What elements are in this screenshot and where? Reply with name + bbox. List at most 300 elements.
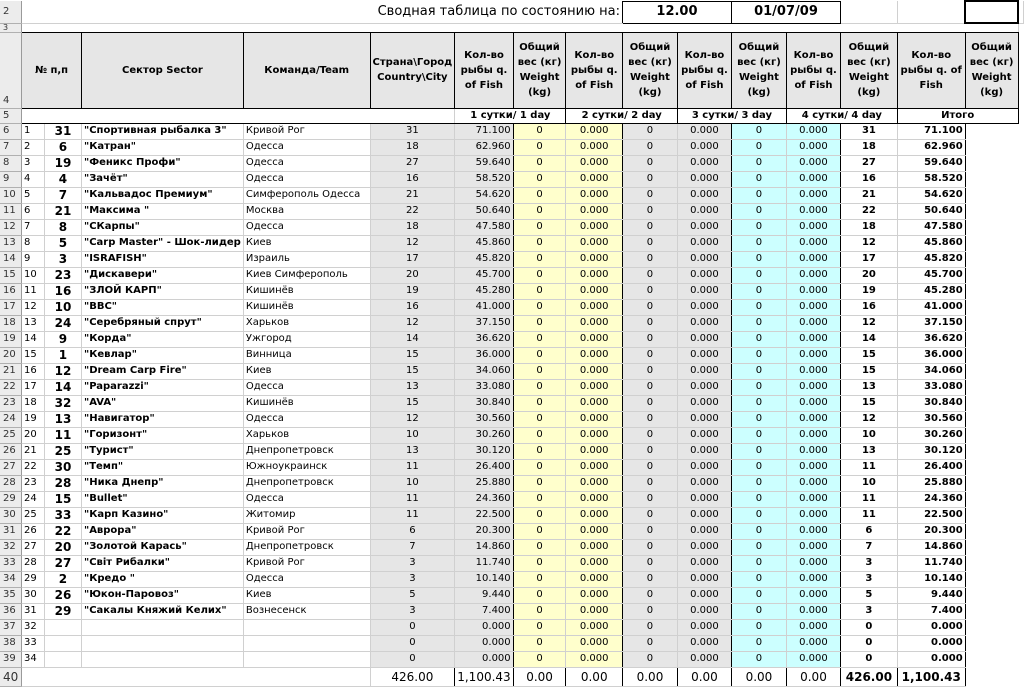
qty-day3-cell[interactable]: 0 <box>623 267 678 283</box>
weight-day4-cell[interactable]: 0.000 <box>786 475 840 491</box>
qty-day4-cell[interactable]: 0 <box>731 539 786 555</box>
qty-day1-cell[interactable]: 17 <box>370 251 455 267</box>
weight-day2-cell[interactable]: 0.000 <box>566 539 623 555</box>
qty-day4-cell[interactable]: 0 <box>731 459 786 475</box>
qty-day4-cell[interactable]: 0 <box>731 219 786 235</box>
qty-day1-cell[interactable]: 10 <box>370 427 455 443</box>
weight-total-cell[interactable]: 58.520 <box>897 171 965 187</box>
row-header[interactable]: 10 <box>0 187 22 203</box>
qty-total-cell[interactable]: 7 <box>841 539 898 555</box>
qty-day2-cell[interactable]: 0 <box>513 251 566 267</box>
qty-day3-cell[interactable]: 0 <box>623 651 678 667</box>
qty-total-cell[interactable]: 17 <box>841 251 898 267</box>
qty-day4-cell[interactable]: 0 <box>731 299 786 315</box>
row-header[interactable]: 23 <box>0 395 22 411</box>
row-header[interactable]: 31 <box>0 523 22 539</box>
qty-day2-cell[interactable]: 0 <box>513 283 566 299</box>
row-header[interactable]: 17 <box>0 299 22 315</box>
weight-total-cell[interactable]: 36.000 <box>897 347 965 363</box>
qty-day1-cell[interactable]: 12 <box>370 235 455 251</box>
qty-day4-cell[interactable]: 0 <box>731 651 786 667</box>
qty-total-cell[interactable]: 10 <box>841 427 898 443</box>
sector-cell[interactable]: 4 <box>44 171 81 187</box>
weight-day3-cell[interactable]: 0.000 <box>677 635 731 651</box>
team-cell[interactable]: "Горизонт" <box>81 427 243 443</box>
weight-day4-cell[interactable]: 0.000 <box>786 411 840 427</box>
weight-day3-cell[interactable]: 0.000 <box>677 571 731 587</box>
sector-cell[interactable]: 27 <box>44 555 81 571</box>
team-cell[interactable]: "Турист" <box>81 443 243 459</box>
sector-cell[interactable]: 26 <box>44 587 81 603</box>
city-cell[interactable]: Кишинёв <box>243 395 370 411</box>
qty-total-cell[interactable]: 18 <box>841 139 898 155</box>
qty-day4-cell[interactable]: 0 <box>731 523 786 539</box>
city-cell[interactable]: Кривой Рог <box>243 555 370 571</box>
team-cell[interactable]: "Dream Carp Fire" <box>81 363 243 379</box>
qty-day2-cell[interactable]: 0 <box>513 219 566 235</box>
sector-cell[interactable]: 24 <box>44 315 81 331</box>
qty-total-cell[interactable]: 14 <box>841 331 898 347</box>
weight-day3-cell[interactable]: 0.000 <box>677 443 731 459</box>
row-num-cell[interactable]: 26 <box>22 523 45 539</box>
team-cell[interactable] <box>81 651 243 667</box>
row-header[interactable]: 36 <box>0 603 22 619</box>
row-num-cell[interactable]: 9 <box>22 251 45 267</box>
sector-cell[interactable]: 14 <box>44 379 81 395</box>
qty-day2-cell[interactable]: 0 <box>513 587 566 603</box>
weight-total-cell[interactable]: 45.860 <box>897 235 965 251</box>
total-w3-cell[interactable]: 0.00 <box>677 667 731 686</box>
row-num-cell[interactable]: 5 <box>22 187 45 203</box>
qty-total-cell[interactable]: 0 <box>841 635 898 651</box>
weight-day3-cell[interactable]: 0.000 <box>677 283 731 299</box>
qty-day4-cell[interactable]: 0 <box>731 603 786 619</box>
weight-day2-cell[interactable]: 0.000 <box>566 299 623 315</box>
sector-cell[interactable]: 12 <box>44 363 81 379</box>
weight-day4-cell[interactable]: 0.000 <box>786 299 840 315</box>
city-cell[interactable]: Днепропетровск <box>243 539 370 555</box>
qty-day3-cell[interactable]: 0 <box>623 411 678 427</box>
team-cell[interactable]: "Кредо " <box>81 571 243 587</box>
qty-day1-cell[interactable]: 19 <box>370 283 455 299</box>
row-num-cell[interactable]: 8 <box>22 235 45 251</box>
qty-day3-cell[interactable]: 0 <box>623 523 678 539</box>
row-header[interactable]: 38 <box>0 635 22 651</box>
qty-day2-cell[interactable]: 0 <box>513 203 566 219</box>
weight-day3-cell[interactable]: 0.000 <box>677 347 731 363</box>
qty-day4-cell[interactable]: 0 <box>731 315 786 331</box>
city-cell[interactable]: Кривой Рог <box>243 123 370 139</box>
sector-cell[interactable]: 3 <box>44 251 81 267</box>
qty-day3-cell[interactable]: 0 <box>623 187 678 203</box>
row-num-cell[interactable]: 22 <box>22 459 45 475</box>
weight-day1-cell[interactable]: 36.620 <box>455 331 513 347</box>
qty-day3-cell[interactable]: 0 <box>623 299 678 315</box>
weight-total-cell[interactable]: 10.140 <box>897 571 965 587</box>
weight-day1-cell[interactable]: 9.440 <box>455 587 513 603</box>
weight-day2-cell[interactable]: 0.000 <box>566 251 623 267</box>
weight-day2-cell[interactable]: 0.000 <box>566 379 623 395</box>
row-num-cell[interactable]: 27 <box>22 539 45 555</box>
qty-day3-cell[interactable]: 0 <box>623 251 678 267</box>
qty-day3-cell[interactable]: 0 <box>623 203 678 219</box>
qty-day4-cell[interactable]: 0 <box>731 587 786 603</box>
row-num-cell[interactable]: 11 <box>22 283 45 299</box>
team-cell[interactable]: "Навигатор" <box>81 411 243 427</box>
sector-cell[interactable]: 15 <box>44 491 81 507</box>
weight-day3-cell[interactable]: 0.000 <box>677 507 731 523</box>
team-cell[interactable]: "Карп Казино" <box>81 507 243 523</box>
selected-cell[interactable] <box>965 1 1018 23</box>
sector-cell[interactable]: 20 <box>44 539 81 555</box>
qty-day4-cell[interactable]: 0 <box>731 283 786 299</box>
total-q2-cell[interactable]: 0.00 <box>513 667 566 686</box>
team-cell[interactable]: "Феникс Профи" <box>81 155 243 171</box>
qty-day4-cell[interactable]: 0 <box>731 491 786 507</box>
weight-day4-cell[interactable]: 0.000 <box>786 203 840 219</box>
team-cell[interactable]: "ISRAFISH" <box>81 251 243 267</box>
weight-total-cell[interactable]: 26.400 <box>897 459 965 475</box>
row-header[interactable]: 5 <box>0 108 22 123</box>
row-header[interactable]: 30 <box>0 507 22 523</box>
weight-total-cell[interactable]: 36.620 <box>897 331 965 347</box>
qty-day2-cell[interactable]: 0 <box>513 235 566 251</box>
weight-day1-cell[interactable]: 45.820 <box>455 251 513 267</box>
weight-day2-cell[interactable]: 0.000 <box>566 427 623 443</box>
qty-day2-cell[interactable]: 0 <box>513 619 566 635</box>
qty-day1-cell[interactable]: 15 <box>370 347 455 363</box>
qty-day2-cell[interactable]: 0 <box>513 363 566 379</box>
qty-day3-cell[interactable]: 0 <box>623 555 678 571</box>
weight-day3-cell[interactable]: 0.000 <box>677 331 731 347</box>
weight-day4-cell[interactable]: 0.000 <box>786 507 840 523</box>
row-num-cell[interactable]: 1 <box>22 123 45 139</box>
city-cell[interactable]: Одесса <box>243 491 370 507</box>
weight-total-cell[interactable]: 30.560 <box>897 411 965 427</box>
weight-day2-cell[interactable]: 0.000 <box>566 283 623 299</box>
team-cell[interactable]: "Paparazzi" <box>81 379 243 395</box>
weight-day2-cell[interactable]: 0.000 <box>566 411 623 427</box>
weight-day4-cell[interactable]: 0.000 <box>786 571 840 587</box>
city-cell[interactable]: Житомир <box>243 507 370 523</box>
row-num-cell[interactable]: 10 <box>22 267 45 283</box>
qty-day4-cell[interactable]: 0 <box>731 363 786 379</box>
city-cell[interactable]: Киев <box>243 235 370 251</box>
row-header[interactable]: 34 <box>0 571 22 587</box>
weight-total-cell[interactable]: 24.360 <box>897 491 965 507</box>
weight-day3-cell[interactable]: 0.000 <box>677 203 731 219</box>
total-tw-cell[interactable]: 1,100.43 <box>897 667 965 686</box>
team-cell[interactable]: "Катран" <box>81 139 243 155</box>
row-header[interactable]: 2 <box>0 1 22 23</box>
weight-total-cell[interactable]: 45.280 <box>897 283 965 299</box>
qty-total-cell[interactable]: 13 <box>841 379 898 395</box>
qty-total-cell[interactable]: 27 <box>841 155 898 171</box>
weight-day2-cell[interactable]: 0.000 <box>566 555 623 571</box>
weight-day3-cell[interactable]: 0.000 <box>677 523 731 539</box>
weight-day2-cell[interactable]: 0.000 <box>566 475 623 491</box>
qty-day2-cell[interactable]: 0 <box>513 139 566 155</box>
sector-cell[interactable]: 21 <box>44 203 81 219</box>
city-cell[interactable]: Ужгород <box>243 331 370 347</box>
row-header[interactable]: 33 <box>0 555 22 571</box>
weight-total-cell[interactable]: 14.860 <box>897 539 965 555</box>
row-num-cell[interactable]: 23 <box>22 475 45 491</box>
team-cell[interactable]: "Максима " <box>81 203 243 219</box>
row-header[interactable]: 9 <box>0 171 22 187</box>
weight-total-cell[interactable]: 59.640 <box>897 155 965 171</box>
qty-day4-cell[interactable]: 0 <box>731 427 786 443</box>
weight-day4-cell[interactable]: 0.000 <box>786 603 840 619</box>
row-num-cell[interactable]: 19 <box>22 411 45 427</box>
qty-day4-cell[interactable]: 0 <box>731 507 786 523</box>
weight-day4-cell[interactable]: 0.000 <box>786 219 840 235</box>
weight-total-cell[interactable]: 47.580 <box>897 219 965 235</box>
weight-day2-cell[interactable]: 0.000 <box>566 171 623 187</box>
qty-total-cell[interactable]: 16 <box>841 299 898 315</box>
weight-day4-cell[interactable]: 0.000 <box>786 619 840 635</box>
row-num-cell[interactable]: 29 <box>22 571 45 587</box>
weight-day3-cell[interactable]: 0.000 <box>677 123 731 139</box>
weight-day2-cell[interactable]: 0.000 <box>566 139 623 155</box>
weight-day1-cell[interactable]: 47.580 <box>455 219 513 235</box>
weight-total-cell[interactable]: 71.100 <box>897 123 965 139</box>
row-num-cell[interactable]: 17 <box>22 379 45 395</box>
weight-day3-cell[interactable]: 0.000 <box>677 475 731 491</box>
weight-day4-cell[interactable]: 0.000 <box>786 635 840 651</box>
weight-day3-cell[interactable]: 0.000 <box>677 427 731 443</box>
team-cell[interactable]: "СКарпы" <box>81 219 243 235</box>
weight-day3-cell[interactable]: 0.000 <box>677 139 731 155</box>
total-q3-cell[interactable]: 0.00 <box>623 667 678 686</box>
qty-day3-cell[interactable]: 0 <box>623 331 678 347</box>
weight-day3-cell[interactable]: 0.000 <box>677 459 731 475</box>
qty-total-cell[interactable]: 11 <box>841 507 898 523</box>
weight-total-cell[interactable]: 7.400 <box>897 603 965 619</box>
weight-day4-cell[interactable]: 0.000 <box>786 139 840 155</box>
weight-day2-cell[interactable]: 0.000 <box>566 491 623 507</box>
qty-total-cell[interactable]: 6 <box>841 523 898 539</box>
qty-day2-cell[interactable]: 0 <box>513 187 566 203</box>
weight-total-cell[interactable]: 25.880 <box>897 475 965 491</box>
weight-day2-cell[interactable]: 0.000 <box>566 603 623 619</box>
team-cell[interactable]: "Кальвадос Премиум" <box>81 187 243 203</box>
weight-day1-cell[interactable]: 10.140 <box>455 571 513 587</box>
team-cell[interactable]: "Спортивная рыбалка 3" <box>81 123 243 139</box>
city-cell[interactable]: Кишинёв <box>243 283 370 299</box>
qty-day2-cell[interactable]: 0 <box>513 171 566 187</box>
weight-day1-cell[interactable]: 30.260 <box>455 427 513 443</box>
total-q4-cell[interactable]: 0.00 <box>731 667 786 686</box>
weight-day3-cell[interactable]: 0.000 <box>677 155 731 171</box>
row-header[interactable]: 40 <box>0 667 22 686</box>
weight-total-cell[interactable]: 45.820 <box>897 251 965 267</box>
sector-cell[interactable]: 29 <box>44 603 81 619</box>
row-num-cell[interactable]: 4 <box>22 171 45 187</box>
qty-day4-cell[interactable]: 0 <box>731 443 786 459</box>
qty-day1-cell[interactable]: 11 <box>370 507 455 523</box>
qty-day4-cell[interactable]: 0 <box>731 267 786 283</box>
qty-day1-cell[interactable]: 7 <box>370 539 455 555</box>
team-cell[interactable]: "Сакалы Княжий Келих" <box>81 603 243 619</box>
qty-day2-cell[interactable]: 0 <box>513 443 566 459</box>
qty-day3-cell[interactable]: 0 <box>623 315 678 331</box>
row-num-cell[interactable]: 2 <box>22 139 45 155</box>
weight-day3-cell[interactable]: 0.000 <box>677 315 731 331</box>
weight-day4-cell[interactable]: 0.000 <box>786 331 840 347</box>
team-cell[interactable]: "AVA" <box>81 395 243 411</box>
city-cell[interactable] <box>243 635 370 651</box>
weight-day1-cell[interactable]: 22.500 <box>455 507 513 523</box>
weight-day2-cell[interactable]: 0.000 <box>566 123 623 139</box>
row-header[interactable]: 24 <box>0 411 22 427</box>
sector-cell[interactable]: 22 <box>44 523 81 539</box>
sector-cell[interactable] <box>44 635 81 651</box>
weight-day1-cell[interactable]: 25.880 <box>455 475 513 491</box>
qty-total-cell[interactable]: 12 <box>841 235 898 251</box>
row-num-cell[interactable]: 12 <box>22 299 45 315</box>
qty-day1-cell[interactable]: 0 <box>370 651 455 667</box>
qty-day4-cell[interactable]: 0 <box>731 411 786 427</box>
team-cell[interactable]: "Золотой Карась" <box>81 539 243 555</box>
weight-day1-cell[interactable]: 62.960 <box>455 139 513 155</box>
row-num-cell[interactable]: 21 <box>22 443 45 459</box>
weight-day1-cell[interactable]: 30.560 <box>455 411 513 427</box>
qty-day2-cell[interactable]: 0 <box>513 555 566 571</box>
weight-day4-cell[interactable]: 0.000 <box>786 363 840 379</box>
qty-day1-cell[interactable]: 15 <box>370 363 455 379</box>
weight-day2-cell[interactable]: 0.000 <box>566 587 623 603</box>
city-cell[interactable]: Днепропетровск <box>243 443 370 459</box>
qty-total-cell[interactable]: 16 <box>841 171 898 187</box>
qty-day3-cell[interactable]: 0 <box>623 603 678 619</box>
weight-total-cell[interactable]: 30.260 <box>897 427 965 443</box>
row-num-cell[interactable]: 3 <box>22 155 45 171</box>
row-num-cell[interactable]: 7 <box>22 219 45 235</box>
weight-day3-cell[interactable]: 0.000 <box>677 267 731 283</box>
qty-day1-cell[interactable]: 15 <box>370 395 455 411</box>
qty-total-cell[interactable]: 31 <box>841 123 898 139</box>
row-num-cell[interactable]: 33 <box>22 635 45 651</box>
qty-day2-cell[interactable]: 0 <box>513 603 566 619</box>
sector-cell[interactable]: 30 <box>44 459 81 475</box>
qty-day3-cell[interactable]: 0 <box>623 443 678 459</box>
qty-total-cell[interactable]: 11 <box>841 491 898 507</box>
weight-day1-cell[interactable]: 7.400 <box>455 603 513 619</box>
qty-total-cell[interactable]: 3 <box>841 571 898 587</box>
total-q1-cell[interactable]: 426.00 <box>370 667 455 686</box>
qty-day1-cell[interactable]: 18 <box>370 139 455 155</box>
row-header[interactable]: 11 <box>0 203 22 219</box>
qty-day4-cell[interactable]: 0 <box>731 171 786 187</box>
weight-day4-cell[interactable]: 0.000 <box>786 587 840 603</box>
team-cell[interactable]: "Світ Рибалки" <box>81 555 243 571</box>
weight-day4-cell[interactable]: 0.000 <box>786 443 840 459</box>
sector-cell[interactable]: 1 <box>44 347 81 363</box>
qty-total-cell[interactable]: 18 <box>841 219 898 235</box>
weight-day2-cell[interactable]: 0.000 <box>566 187 623 203</box>
weight-day2-cell[interactable]: 0.000 <box>566 635 623 651</box>
weight-day1-cell[interactable]: 41.000 <box>455 299 513 315</box>
weight-day3-cell[interactable]: 0.000 <box>677 587 731 603</box>
qty-day4-cell[interactable]: 0 <box>731 123 786 139</box>
weight-day2-cell[interactable]: 0.000 <box>566 507 623 523</box>
row-header[interactable]: 20 <box>0 347 22 363</box>
weight-day1-cell[interactable]: 11.740 <box>455 555 513 571</box>
sector-cell[interactable]: 31 <box>44 123 81 139</box>
team-cell[interactable]: "Carp Master" - Шок-лидер <box>81 235 243 251</box>
weight-total-cell[interactable]: 11.740 <box>897 555 965 571</box>
weight-day3-cell[interactable]: 0.000 <box>677 219 731 235</box>
weight-day3-cell[interactable]: 0.000 <box>677 539 731 555</box>
row-num-cell[interactable]: 25 <box>22 507 45 523</box>
weight-day1-cell[interactable]: 14.860 <box>455 539 513 555</box>
qty-day1-cell[interactable]: 5 <box>370 587 455 603</box>
sector-cell[interactable]: 19 <box>44 155 81 171</box>
city-cell[interactable] <box>243 651 370 667</box>
weight-day4-cell[interactable]: 0.000 <box>786 315 840 331</box>
qty-day4-cell[interactable]: 0 <box>731 187 786 203</box>
city-cell[interactable]: Кривой Рог <box>243 523 370 539</box>
qty-total-cell[interactable]: 13 <box>841 443 898 459</box>
sector-cell[interactable]: 2 <box>44 571 81 587</box>
qty-day1-cell[interactable]: 12 <box>370 411 455 427</box>
qty-day2-cell[interactable]: 0 <box>513 315 566 331</box>
sector-cell[interactable]: 6 <box>44 139 81 155</box>
weight-day4-cell[interactable]: 0.000 <box>786 555 840 571</box>
weight-total-cell[interactable]: 30.840 <box>897 395 965 411</box>
weight-total-cell[interactable]: 30.120 <box>897 443 965 459</box>
row-num-cell[interactable]: 20 <box>22 427 45 443</box>
qty-day3-cell[interactable]: 0 <box>623 619 678 635</box>
weight-total-cell[interactable]: 22.500 <box>897 507 965 523</box>
row-num-cell[interactable]: 16 <box>22 363 45 379</box>
row-header[interactable]: 7 <box>0 139 22 155</box>
qty-total-cell[interactable]: 15 <box>841 395 898 411</box>
weight-day1-cell[interactable]: 20.300 <box>455 523 513 539</box>
qty-day1-cell[interactable]: 16 <box>370 299 455 315</box>
qty-day2-cell[interactable]: 0 <box>513 123 566 139</box>
city-cell[interactable]: Одесса <box>243 411 370 427</box>
weight-day2-cell[interactable]: 0.000 <box>566 651 623 667</box>
qty-day3-cell[interactable]: 0 <box>623 491 678 507</box>
weight-total-cell[interactable]: 33.080 <box>897 379 965 395</box>
qty-total-cell[interactable]: 3 <box>841 555 898 571</box>
qty-day1-cell[interactable]: 16 <box>370 171 455 187</box>
city-cell[interactable]: Москва <box>243 203 370 219</box>
row-header[interactable]: 12 <box>0 219 22 235</box>
qty-total-cell[interactable]: 0 <box>841 651 898 667</box>
qty-day1-cell[interactable]: 6 <box>370 523 455 539</box>
row-header[interactable]: 15 <box>0 267 22 283</box>
weight-day3-cell[interactable]: 0.000 <box>677 651 731 667</box>
qty-day2-cell[interactable]: 0 <box>513 523 566 539</box>
qty-day1-cell[interactable]: 3 <box>370 571 455 587</box>
weight-day2-cell[interactable]: 0.000 <box>566 203 623 219</box>
qty-total-cell[interactable]: 5 <box>841 587 898 603</box>
team-cell[interactable]: "Зачёт" <box>81 171 243 187</box>
row-header[interactable]: 4 <box>0 32 22 108</box>
city-cell[interactable]: Южноукраинск <box>243 459 370 475</box>
weight-day4-cell[interactable]: 0.000 <box>786 491 840 507</box>
weight-day3-cell[interactable]: 0.000 <box>677 171 731 187</box>
sector-cell[interactable]: 9 <box>44 331 81 347</box>
qty-total-cell[interactable]: 12 <box>841 315 898 331</box>
qty-day3-cell[interactable]: 0 <box>623 395 678 411</box>
weight-day3-cell[interactable]: 0.000 <box>677 363 731 379</box>
row-header[interactable]: 14 <box>0 251 22 267</box>
qty-day2-cell[interactable]: 0 <box>513 459 566 475</box>
